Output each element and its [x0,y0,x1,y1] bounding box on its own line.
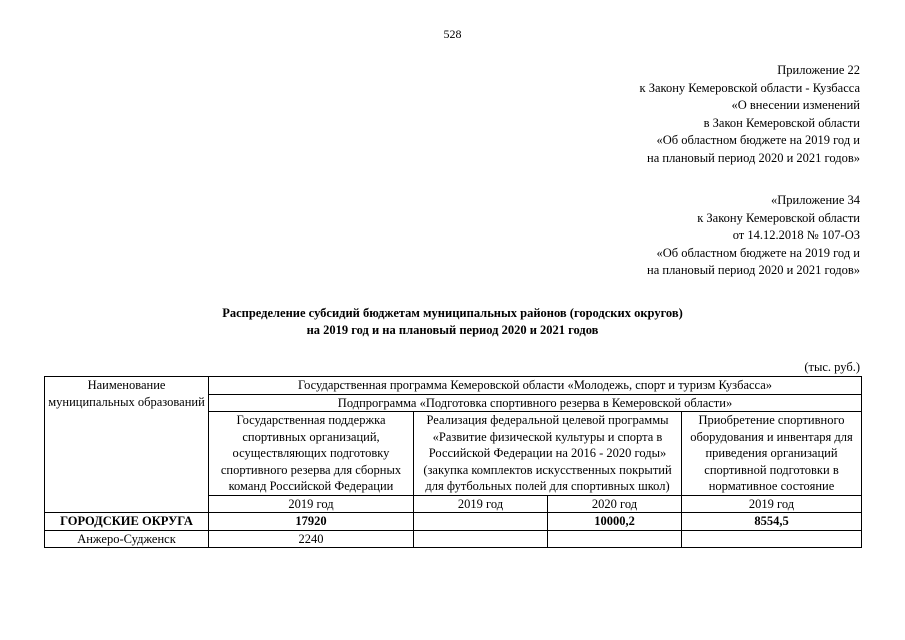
year-header: 2019 год [209,495,414,513]
appendix-line: на плановый период 2020 и 2021 годов» [647,150,860,165]
table-row [45,530,862,548]
year-header: 2019 год [414,495,548,513]
municipality-name-header: Наименование муниципальных образований [45,377,209,513]
appendix-34-block [647,192,860,280]
document-title [0,305,905,339]
subsidy-table [44,376,862,548]
appendix-line: Приложение 22 [777,63,860,77]
year-header: 2019 год [682,495,862,513]
fcp-column-header: Реализация федеральной целевой программы «Развитие физической культуры и спорта в Российской Федерации на 2016 - 2020 годы» (закупка комплектов искусственных покрытий для футбольных полей для спортивных школ) [414,412,682,496]
program-header: Государственная программа Кемеровской области «Молодежь, спорт и туризм Кузбасса» [209,377,862,395]
equipment-column-header: Приобретение спортивного оборудования и инвентаря для приведения организаций спортивной подготовки в нормативное состояние [682,412,862,496]
row-value: 2240 [209,530,414,548]
appendix-line: в Закон Кемеровской области [703,115,860,130]
row-value: 10000,2 [548,513,682,531]
appendix-line: к Закону Кемеровской области [697,210,860,225]
row-name: ГОРОДСКИЕ ОКРУГА [45,513,209,531]
page-number: 528 [443,27,462,41]
row-name: Анжеро-Судженск [45,530,209,548]
appendix-22-block [640,62,861,168]
appendix-line: «Об областном бюджете на 2019 год и [656,245,860,260]
appendix-line: к Закону Кемеровской области - Кузбасса [639,80,860,95]
row-value [682,530,862,548]
appendix-line: на плановый период 2020 и 2021 годов» [647,263,860,278]
units-label: (тыс. руб.) [804,360,860,374]
row-value: 17920 [209,513,414,531]
support-column-header: Государственная поддержка спортивных организаций, осуществляющих подготовку спортивного резерва для сборных команд Российской Федерации [209,412,414,496]
year-header: 2020 год [548,495,682,513]
row-value [414,530,548,548]
row-value [548,530,682,548]
row-value [414,513,548,531]
table-row [45,513,862,531]
table-header-row [45,377,862,395]
appendix-line: от 14.12.2018 № 107-ОЗ [732,228,860,243]
appendix-line: «Об областном бюджете на 2019 год и [656,133,860,148]
title-line: на 2019 год и на плановый период 2020 и 2021 годов [306,323,599,337]
appendix-line: «Приложение 34 [771,193,860,207]
row-value: 8554,5 [682,513,862,531]
subprogram-header: Подпрограмма «Подготовка спортивного резерва в Кемеровской области» [209,394,862,412]
title-line: Распределение субсидий бюджетам муниципальных районов (городских округов) [222,306,683,320]
appendix-line: «О внесении изменений [731,98,860,113]
